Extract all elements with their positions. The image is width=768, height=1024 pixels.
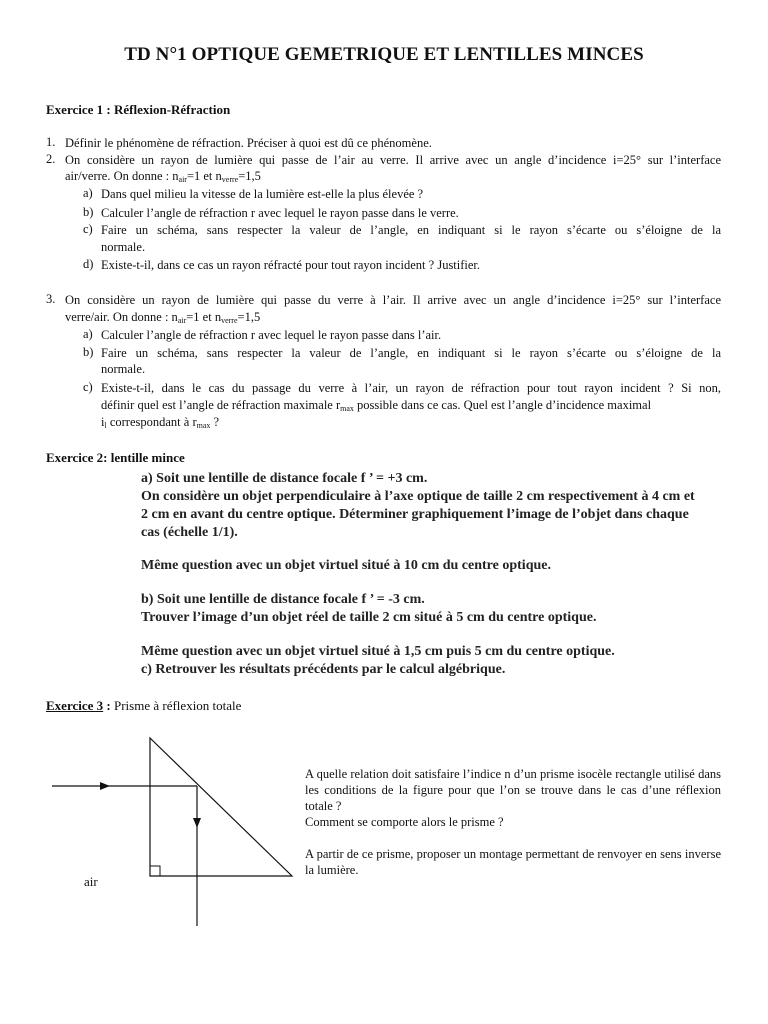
question-2b-text: Calculer l’angle de réfraction r avec lequel le rayon passe dans le verre. [101,206,459,220]
exercise-2b-line-2: Trouver l’image d’un objet réel de taille 2 cm situé à 5 cm du centre optique. [141,610,597,625]
question-2c-line-1: Faire un schéma, sans respecter la valeur de l’angle, en indiquant si le rayon s’écarte ou s’éloigne de la [101,223,721,237]
question-2a-text: Dans quel milieu la vitesse de la lumière est-elle la plus élevée ? [101,187,424,201]
prism-diagram [40,730,300,930]
subquestion-label: d) [83,257,94,271]
exercise-2b-line-1: b) Soit une lentille de distance focale f ’ = -3 cm. [141,592,425,607]
question-3-line-1: On considère un rayon de lumière qui passe du verre à l’air. Il arrive avec un angle d’incidence i=25° sur l’interface [65,293,721,307]
question-1-text: Définir le phénomène de réfraction. Préciser à quoi est dû ce phénomène. [65,136,432,150]
question-2c-line-2: normale. [101,240,146,254]
subquestion-label: b) [83,345,94,359]
question-2d-text: Existe-t-il, dans ce cas un rayon réfracté pour tout rayon incident ? Justifier. [101,258,481,272]
exercise-2-heading: Exercice 2: lentille mince [46,450,185,465]
question-3b-line-2: normale. [101,362,146,376]
prism-triangle [150,738,292,876]
question-number: 1. [46,135,56,149]
exercise-2a-line-1: a) Soit une lentille de distance focale f ’ = +3 cm. [141,471,428,486]
subquestion-label: a) [83,327,93,341]
subquestion-label: b) [83,205,94,219]
question-3b-line-1: Faire un schéma, sans respecter la valeur de l’angle, en indiquant si le rayon s’écarte ou s’éloigne de la [101,346,721,360]
exercise-2a-line-5: Même question avec un objet virtuel situé à 10 cm du centre optique. [141,558,551,573]
exercise-3-text [305,766,721,878]
question-number: 3. [46,292,56,306]
incident-ray-arrow [100,782,110,790]
exercise-2b-line-3: Même question avec un objet virtuel situé à 1,5 cm puis 5 cm du centre optique. [141,644,615,659]
right-angle-marker [150,866,160,876]
question-2-line-2: air/verre. On donne : $n_{air}=1$ et $n_{verre}=1,5$ [65,169,261,184]
exercise-2a-line-2: On considère un objet perpendiculaire à l’axe optique de taille 2 cm respectivement à 4 cm et [141,489,695,504]
subquestion-label: a) [83,186,93,200]
exercise-2c-line-1: c) Retrouver les résultats précédents par le calcul algébrique. [141,662,506,677]
exercise-3-heading: Exercice 3 : Prisme à réflexion totale [46,698,242,713]
question-3c-line-1: Existe-t-il, dans le cas du passage du verre à l’air, un rayon de réfraction pour tout rayon incident ? Si non, [101,381,721,395]
exercise-2a-line-3: 2 cm en avant du centre optique. Déterminer graphiquement l’image de l’objet dans chaque [141,507,689,522]
exercise-3-paragraph-2: Comment se comporte alors le prisme ? [305,815,504,829]
exercise-1-heading: Exercice 1 : Réflexion-Réfraction [46,102,231,117]
question-number: 2. [46,152,56,166]
subquestion-label: c) [83,380,93,394]
exercise-3-paragraph-1: A quelle relation doit satisfaire l’indice n d’un prisme isocèle rectangle utilisé dans les conditions de la figure pour que l’on se trouve dans le cas d’une réflexion totale ? [305,767,721,813]
subquestion-label: c) [83,222,93,236]
reflected-ray-arrow [193,818,201,828]
question-3c-line-2: définir quel est l’angle de réfraction maximale $r_{max}$ possible dans ce cas. Quel est l’angle d’incidence maximal [101,398,652,413]
question-3a-text: Calculer l’angle de réfraction r avec lequel le rayon passe dans l’air. [101,328,442,342]
question-3c-line-3: $i_l$ correspondant à $r_{max}$ ? [101,415,220,430]
page-title: TD N°1 OPTIQUE GEMETRIQUE ET LENTILLES MINCES [124,44,644,65]
exercise-2a-line-4: cas (échelle 1/1). [141,525,238,540]
question-2-line-1: On considère un rayon de lumière qui passe de l’air au verre. Il arrive avec un angle d’incidence i=25° sur l’interface [65,153,721,167]
question-3-line-2: verre/air. On donne : $n_{air}=1$ et $n_{verre}=1,5$ [65,310,261,325]
exercise-3-paragraph-3: A partir de ce prisme, proposer un montage permettant de renvoyer en sens inverse la lumière. [305,847,721,877]
air-label: air [84,874,98,889]
